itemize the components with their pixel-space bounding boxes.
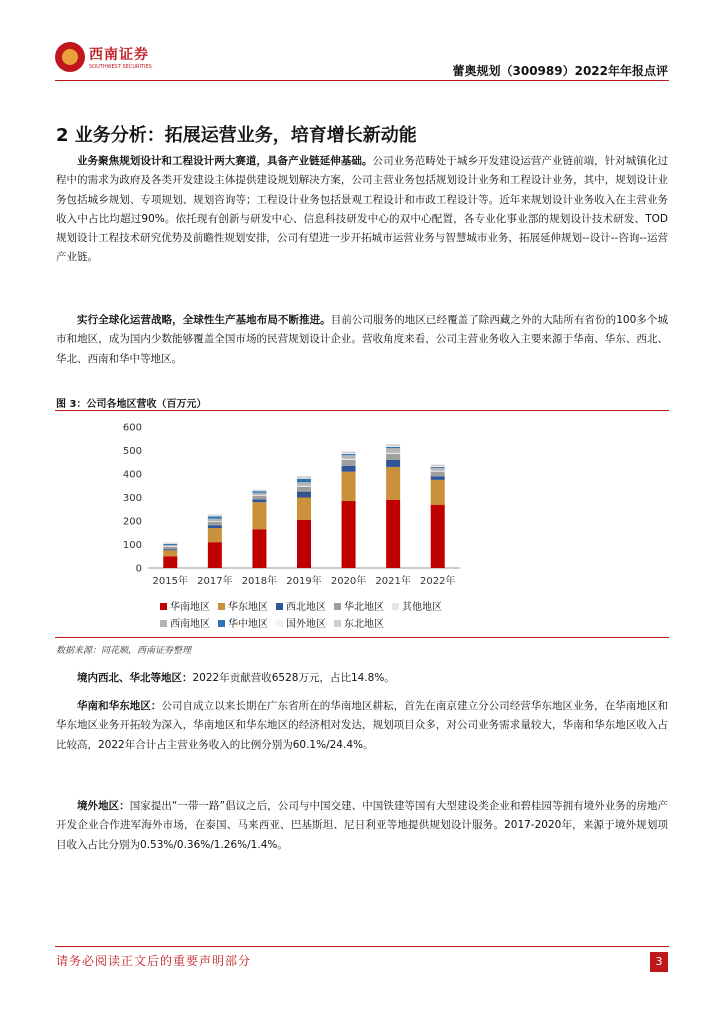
legend-swatch	[276, 603, 283, 610]
legend-item	[276, 598, 326, 613]
bar-segment	[252, 495, 266, 496]
y-tick-label: 600	[122, 422, 142, 434]
x-tick-label: 2022年	[419, 576, 456, 587]
bar-segment	[342, 453, 356, 454]
legend-swatch	[218, 620, 225, 627]
x-tick-label: 2020年	[330, 576, 367, 587]
bar-segment	[431, 467, 445, 468]
bar-segment	[342, 452, 356, 454]
y-tick-label: 500	[122, 446, 142, 457]
figure-title: 图 3：公司各地区营收（百万元）	[56, 399, 207, 410]
bar-segment	[163, 543, 177, 544]
paragraph-business-focus	[56, 152, 668, 268]
bar-segment	[297, 487, 311, 492]
y-tick-label: 200	[122, 516, 142, 528]
page-number: 3	[650, 952, 668, 972]
legend-label: 华东地区	[228, 602, 268, 613]
legend-label: 东北地区	[344, 619, 384, 630]
legend-swatch	[334, 620, 341, 627]
bar-segment	[208, 542, 222, 568]
paragraph-body: 目前公司服务的地区已经覆盖了除西藏之外的大陆所有省份的100多个城市和地区，成为国内少数能够覆盖全国市场的民营规划设计企业。营收角度来看，公司主营业务收入主要来源于华南、华东、西北、华北、西南和华中等地区。	[56, 314, 669, 365]
bar-segment	[431, 466, 445, 467]
bar-segment	[163, 544, 177, 545]
legend-swatch	[160, 620, 167, 627]
bar-segment	[297, 476, 311, 478]
bar-segment	[342, 459, 356, 460]
bar-segment	[252, 529, 266, 568]
bar-segment	[252, 502, 266, 529]
bar-segment	[208, 528, 222, 542]
bar-segment	[297, 478, 311, 479]
paragraph-lead: 实行全球化运营战略，全球性生产基地布局不断推进。	[77, 314, 331, 326]
paragraph-northwest-north	[56, 669, 668, 688]
x-tick-label: 2019年	[286, 576, 322, 587]
legend-label: 国外地区	[286, 619, 326, 630]
bar-segment	[208, 522, 222, 526]
bar-segment	[386, 444, 400, 446]
y-tick-label: 0	[135, 563, 142, 575]
bar-segment	[431, 476, 445, 480]
bar-segment	[252, 490, 266, 491]
header-divider	[55, 80, 669, 81]
legend-swatch	[218, 603, 225, 610]
paragraph-body: 公司自成立以来长期在广东省所在的华南地区耕耘，首先在南京建立分公司经营华东地区业务，在华南地区和华东地区业务开拓较为深入，华南地区和华东地区的经济相对发达，规划项目众多，对公司业务需求量较大，华南和华东地区收入占比较高，2022年合计占主营业务收入的比例分别为60.1%/24.4%。	[56, 700, 668, 751]
bar-segment	[386, 446, 400, 447]
bar-segment	[252, 499, 266, 502]
legend-item	[160, 598, 210, 613]
bar-segment	[252, 491, 266, 493]
bar-segment	[386, 453, 400, 454]
bar-segment	[431, 471, 445, 472]
bar-segment	[386, 500, 400, 568]
bar-segment	[163, 545, 177, 546]
y-tick-label: 300	[122, 493, 142, 504]
legend-label: 华北地区	[344, 602, 384, 613]
legend-item	[218, 598, 268, 613]
paragraph-south-east	[56, 697, 668, 755]
bar-segment	[252, 493, 266, 495]
legend-item	[334, 615, 384, 630]
bar-segment	[342, 454, 356, 455]
bar-segment	[163, 550, 177, 556]
paragraph-lead: 业务聚焦规划设计和工程设计两大赛道，具备产业链延伸基础。	[77, 155, 373, 167]
bar-segment	[342, 455, 356, 459]
bar-segment	[431, 505, 445, 568]
bar-segment	[297, 492, 311, 498]
paragraph-overseas	[56, 797, 668, 855]
bar-segment	[431, 472, 445, 477]
paragraph-body: 2022年贡献营收6528万元，占比14.8%。	[192, 672, 395, 684]
paragraph-global-strategy	[56, 311, 668, 369]
legend-label: 西南地区	[170, 619, 210, 630]
section-title: 2 业务分析：拓展运营业务，培育增长新动能	[56, 125, 417, 146]
bar-segment	[297, 479, 311, 483]
bar-segment	[297, 498, 311, 520]
bar-segment	[386, 447, 400, 448]
legend-label: 华中地区	[228, 619, 268, 630]
legend-row	[160, 615, 392, 630]
bar-segment	[297, 486, 311, 487]
figure-bottom-rule	[55, 637, 669, 638]
legend-item	[276, 615, 326, 630]
footer-divider	[55, 946, 669, 947]
x-tick-label: 2018年	[241, 576, 278, 587]
bar-segment	[297, 520, 311, 568]
bar-segment	[342, 466, 356, 472]
bar-segment	[431, 480, 445, 505]
bar-segment	[386, 460, 400, 467]
bar-segment	[386, 454, 400, 460]
paragraph-body: 公司业务范畴处于城乡开发建设运营产业链前端，针对城镇化过程中的需求为政府及各类开发建设主体提供建设规划解决方案，公司主营业务包括规划设计业务和工程设计业务，其中，规划设计业务包括城乡规划、专项规划、规划咨询等；工程设计业务包括景观工程设计和市政工程设计等。近年来规划设计业务收入在主营业务收入中占比均超过90%。依托现有创新与研发中心、信息科技研发中心的双中心配置，各专业化事业部的规划设计技术研发、TOD规划设计工程技术研究优势及前瞻性规划安排，公司有望进一步开拓城市运营业务与智慧城市业务，拓展延伸规划--设计--咨询--运营产业链。	[56, 155, 669, 264]
legend-item	[392, 598, 442, 613]
figure-top-rule	[55, 410, 669, 411]
legend-swatch	[276, 620, 283, 627]
bar-segment	[208, 515, 222, 516]
bar-segment	[297, 482, 311, 486]
bar-segment	[252, 496, 266, 500]
regional-revenue-chart	[110, 412, 470, 594]
legend-item	[160, 615, 210, 630]
footer-disclaimer: 请务必阅读正文后的重要声明部分	[56, 954, 252, 968]
y-tick-label: 400	[122, 469, 142, 481]
bar-segment	[431, 468, 445, 471]
report-title: 蕾奥规划（300989）2022年年报点评	[452, 64, 668, 78]
bar-segment	[163, 549, 177, 550]
legend-swatch	[392, 603, 399, 610]
bar-segment	[431, 465, 445, 467]
logo-chinese-name: 西南证券	[89, 47, 149, 63]
company-logo	[55, 42, 155, 76]
x-tick-label: 2017年	[197, 576, 233, 587]
legend-swatch	[160, 603, 167, 610]
bar-segment	[386, 467, 400, 500]
bar-segment	[342, 460, 356, 466]
bar-segment	[163, 546, 177, 547]
legend-item	[334, 598, 384, 613]
bar-segment	[163, 547, 177, 549]
figure-source: 数据来源：同花顺，西南证券整理	[56, 646, 192, 656]
bar-segment	[208, 525, 222, 528]
bar-segment	[208, 516, 222, 518]
legend-swatch	[334, 603, 341, 610]
legend-row	[160, 598, 450, 613]
legend-item	[218, 615, 268, 630]
bar-segment	[163, 556, 177, 568]
paragraph-body: 国家提出“一带一路”倡议之后，公司与中国交建、中国铁建等国有大型建设类企业和碧桂园等拥有境外业务的房地产开发企业合作进军海外市场，在泰国、马来西亚、巴基斯坦、尼日利亚等地提供规划设计服务。2017-2020年，来源于境外规划项目收入占比分别为0.53%/0.36%/1.26%/1.4%。	[56, 800, 668, 851]
chart-legend	[160, 598, 460, 630]
legend-label: 华南地区	[170, 602, 210, 613]
legend-label: 西北地区	[286, 602, 326, 613]
paragraph-lead: 华南和华东地区：	[77, 700, 162, 712]
x-tick-label: 2015年	[152, 576, 189, 587]
paragraph-lead: 境内西北、华北等地区：	[77, 672, 193, 684]
logo-emblem	[55, 42, 85, 72]
y-tick-label: 100	[122, 540, 142, 551]
bar-segment	[208, 519, 222, 521]
logo-english-name: SOUTHWEST SECURITIES	[89, 64, 152, 70]
bar-segment	[342, 501, 356, 568]
legend-label: 其他地区	[402, 602, 442, 613]
bar-segment	[342, 472, 356, 501]
paragraph-lead: 境外地区：	[77, 800, 130, 812]
bar-segment	[208, 521, 222, 522]
x-tick-label: 2021年	[375, 576, 411, 587]
bar-segment	[386, 448, 400, 453]
